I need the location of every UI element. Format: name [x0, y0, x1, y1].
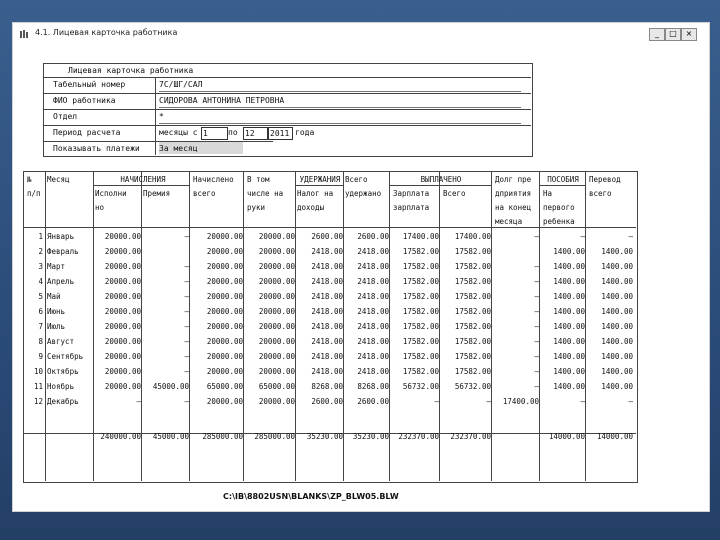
table-cell-z: 17582.00 — [402, 367, 439, 376]
header-debt: Долг пре дприятия на конец месяца — [495, 175, 532, 226]
show-payments-label: Показывать платежи — [53, 144, 140, 153]
table-cell-tr: 1400.00 — [601, 277, 633, 286]
table-total-a: 240000.00 — [100, 432, 141, 441]
table-cell-n: 10 — [33, 367, 43, 376]
table-cell-p: – — [184, 367, 189, 376]
table-cell-h: 20000.00 — [258, 352, 295, 361]
period-po-label: по — [228, 128, 238, 137]
table-cell-t: 20000.00 — [206, 232, 243, 241]
table-cell-tax: 2418.00 — [311, 262, 343, 271]
tab-number-field[interactable] — [159, 79, 521, 92]
table-cell-td: 2418.00 — [357, 262, 389, 271]
table-cell-d: – — [534, 322, 539, 331]
table-total-z: 232370.00 — [398, 432, 439, 441]
header-benefits: ПОСОБИЯ — [547, 175, 579, 184]
table-cell-pt: 17400.00 — [454, 232, 491, 241]
table-cell-t: 65000.00 — [206, 382, 243, 391]
tab-number-value: 7С/ШГ/САЛ — [159, 80, 203, 89]
table-cell-b: 1400.00 — [553, 322, 585, 331]
form-divider — [43, 109, 531, 110]
table-cell-tax: 2418.00 — [311, 322, 343, 331]
table-total-p: 45000.00 — [152, 432, 189, 441]
table-cell-tax: 2418.00 — [311, 277, 343, 286]
maximize-button[interactable]: □ — [665, 28, 681, 41]
table-cell-n: 5 — [38, 292, 43, 301]
table-cell-t: 20000.00 — [206, 292, 243, 301]
table-cell-z: – — [434, 397, 439, 406]
table-cell-pt: 17582.00 — [454, 277, 491, 286]
table-cell-td: 2600.00 — [357, 397, 389, 406]
table-total-h: 285000.00 — [254, 432, 295, 441]
table-cell-d: – — [534, 232, 539, 241]
table-cell-b: 1400.00 — [553, 247, 585, 256]
table-cell-pt: 17582.00 — [454, 292, 491, 301]
table-cell-h: 20000.00 — [258, 232, 295, 241]
table-cell-b: 1400.00 — [553, 307, 585, 316]
year-input[interactable]: 2011 — [268, 127, 293, 140]
table-cell-tr: 1400.00 — [601, 352, 633, 361]
header-deductions: УДЕРЖАНИЯ — [299, 175, 341, 184]
fio-label: ФИО работника — [53, 96, 116, 105]
table-cell-b: 1400.00 — [553, 337, 585, 346]
fio-value: СИДОРОВА АНТОНИНА ПЕТРОВНА — [159, 96, 285, 105]
table-cell-tax: 2600.00 — [311, 397, 343, 406]
table-cell-a: 20000.00 — [104, 382, 141, 391]
table-cell-t: 20000.00 — [206, 397, 243, 406]
period-to-input[interactable]: 12 — [243, 127, 268, 140]
table-cell-a: 20000.00 — [104, 277, 141, 286]
table-cell-pt: 17582.00 — [454, 307, 491, 316]
table-cell-n: 4 — [38, 277, 43, 286]
file-path-status: C:\IB\8802USN\BLANKS\ZP_BLW05.BLW — [223, 492, 399, 501]
table-cell-td: 2418.00 — [357, 247, 389, 256]
table-cell-b: 1400.00 — [553, 352, 585, 361]
table-cell-m: Декабрь — [47, 397, 79, 406]
table-cell-a: 20000.00 — [104, 322, 141, 331]
table-cell-p: 45000.00 — [152, 382, 189, 391]
table-cell-td: 2418.00 — [357, 322, 389, 331]
table-cell-tax: 2418.00 — [311, 337, 343, 346]
table-cell-h: 20000.00 — [258, 367, 295, 376]
period-from-input[interactable]: 1 — [201, 127, 228, 140]
header-total-deducted: Всего удержано — [345, 175, 382, 198]
table-cell-t: 20000.00 — [206, 247, 243, 256]
table-cell-tr: 1400.00 — [601, 382, 633, 391]
app-window — [12, 22, 710, 512]
table-cell-t: 20000.00 — [206, 322, 243, 331]
table-total-tax: 35230.00 — [306, 432, 343, 441]
header-month: Месяц — [47, 175, 70, 184]
table-cell-tr: – — [628, 232, 633, 241]
table-cell-td: 2418.00 — [357, 367, 389, 376]
table-cell-tr: 1400.00 — [601, 292, 633, 301]
table-cell-d: – — [534, 382, 539, 391]
table-cell-b: 1400.00 — [553, 292, 585, 301]
table-cell-n: 1 — [38, 232, 43, 241]
form-column-divider — [155, 77, 156, 155]
table-cell-tr: 1400.00 — [601, 307, 633, 316]
table-cell-m: Февраль — [47, 247, 79, 256]
table-cell-d: – — [534, 292, 539, 301]
table-cell-m: Июнь — [47, 307, 66, 316]
table-cell-z: 56732.00 — [402, 382, 439, 391]
header-accruals-main: Исполни но — [95, 189, 127, 212]
table-cell-t: 20000.00 — [206, 277, 243, 286]
table-cell-n: 12 — [33, 397, 43, 406]
table-cell-p: – — [184, 307, 189, 316]
table-cell-pt: – — [486, 397, 491, 406]
table-cell-a: 20000.00 — [104, 352, 141, 361]
year-suffix: года — [295, 128, 315, 137]
table-cell-n: 8 — [38, 337, 43, 346]
table-cell-p: – — [184, 337, 189, 346]
table-cell-td: 2418.00 — [357, 307, 389, 316]
form-heading: Лицевая карточка работника — [68, 66, 194, 75]
table-cell-p: – — [184, 277, 189, 286]
table-cell-pt: 17582.00 — [454, 262, 491, 271]
table-total-b: 14000.00 — [548, 432, 585, 441]
table-cell-d: – — [534, 352, 539, 361]
table-cell-tr: 1400.00 — [601, 322, 633, 331]
table-cell-m: Апрель — [47, 277, 75, 286]
table-cell-pt: 17582.00 — [454, 367, 491, 376]
table-cell-n: 9 — [38, 352, 43, 361]
table-cell-p: – — [184, 232, 189, 241]
table-cell-h: 65000.00 — [258, 382, 295, 391]
table-cell-b: 1400.00 — [553, 382, 585, 391]
table-cell-d: – — [534, 277, 539, 286]
period-label: Период расчета — [53, 128, 121, 137]
table-cell-z: 17582.00 — [402, 262, 439, 271]
period-prefix: месяцы с — [159, 128, 198, 137]
table-cell-h: 20000.00 — [258, 337, 295, 346]
table-cell-pt: 17582.00 — [454, 322, 491, 331]
header-first-child: На первого ребенка — [543, 189, 575, 226]
header-total-accrued: Начислено всего — [193, 175, 234, 198]
table-cell-td: 2418.00 — [357, 277, 389, 286]
table-cell-tax: 2418.00 — [311, 292, 343, 301]
table-cell-h: 20000.00 — [258, 277, 295, 286]
table-cell-z: 17582.00 — [402, 352, 439, 361]
table-cell-tr: – — [628, 397, 633, 406]
table-cell-tax: 2418.00 — [311, 367, 343, 376]
header-accruals: НАЧИСЛЕНИЯ — [120, 175, 166, 184]
table-cell-pt: 17582.00 — [454, 337, 491, 346]
header-num: № п/п — [27, 175, 41, 198]
table-cell-a: 20000.00 — [104, 367, 141, 376]
table-cell-tax: 2418.00 — [311, 352, 343, 361]
table-cell-td: 2418.00 — [357, 352, 389, 361]
header-paid-salary: Зарплата зарплата — [393, 189, 430, 212]
table-cell-tax: 2418.00 — [311, 247, 343, 256]
app-icon — [19, 29, 29, 39]
table-cell-a: – — [136, 397, 141, 406]
table-cell-b: 1400.00 — [553, 277, 585, 286]
table-cell-z: 17400.00 — [402, 232, 439, 241]
table-cell-m: Май — [47, 292, 61, 301]
table-cell-t: 20000.00 — [206, 367, 243, 376]
table-cell-d: – — [534, 367, 539, 376]
header-transfer: Перевод всего — [589, 175, 621, 198]
table-cell-h: 20000.00 — [258, 397, 295, 406]
table-cell-b: 1400.00 — [553, 367, 585, 376]
header-accruals-bonus: Премия — [143, 189, 171, 198]
table-cell-m: Март — [47, 262, 66, 271]
dept-field[interactable] — [159, 111, 521, 124]
table-cell-m: Ноябрь — [47, 382, 75, 391]
table-cell-td: 2418.00 — [357, 337, 389, 346]
table-cell-m: Январь — [47, 232, 75, 241]
table-cell-n: 11 — [33, 382, 43, 391]
header-in-hand: В том числе на руки — [247, 175, 284, 212]
table-cell-b: 1400.00 — [553, 262, 585, 271]
table-cell-z: 17582.00 — [402, 322, 439, 331]
table-cell-m: Октябрь — [47, 367, 79, 376]
table-cell-m: Сентябрь — [47, 352, 84, 361]
table-cell-h: 20000.00 — [258, 292, 295, 301]
table-cell-t: 20000.00 — [206, 352, 243, 361]
table-cell-z: 17582.00 — [402, 307, 439, 316]
table-cell-n: 3 — [38, 262, 43, 271]
table-cell-d: 17400.00 — [502, 397, 539, 406]
table-cell-p: – — [184, 262, 189, 271]
table-cell-a: 20000.00 — [104, 247, 141, 256]
form-divider — [43, 93, 531, 94]
tab-number-label: Табельный номер — [53, 80, 126, 89]
table-cell-pt: 56732.00 — [454, 382, 491, 391]
header-paid: ВЫПЛАЧЕНО — [420, 175, 462, 184]
table-cell-a: 20000.00 — [104, 307, 141, 316]
table-cell-h: 20000.00 — [258, 262, 295, 271]
table-cell-tax: 2418.00 — [311, 307, 343, 316]
table-cell-z: 17582.00 — [402, 292, 439, 301]
dept-label: Отдел — [53, 112, 78, 121]
table-cell-d: – — [534, 262, 539, 271]
table-cell-z: 17582.00 — [402, 277, 439, 286]
table-cell-n: 7 — [38, 322, 43, 331]
table-cell-tax: 2600.00 — [311, 232, 343, 241]
table-cell-td: 2418.00 — [357, 292, 389, 301]
table-cell-d: – — [534, 307, 539, 316]
table-cell-t: 20000.00 — [206, 337, 243, 346]
table-cell-h: 20000.00 — [258, 307, 295, 316]
table-cell-pt: 17582.00 — [454, 247, 491, 256]
table-cell-pt: 17582.00 — [454, 352, 491, 361]
close-button[interactable]: × — [681, 28, 697, 41]
table-cell-n: 6 — [38, 307, 43, 316]
minimize-button[interactable]: _ — [649, 28, 665, 41]
table-cell-z: 17582.00 — [402, 247, 439, 256]
header-paid-total: Всего — [443, 189, 466, 198]
table-cell-z: 17582.00 — [402, 337, 439, 346]
table-total-td: 35230.00 — [352, 432, 389, 441]
table-cell-a: 20000.00 — [104, 292, 141, 301]
table-cell-t: 20000.00 — [206, 307, 243, 316]
table-cell-td: 2600.00 — [357, 232, 389, 241]
table-cell-p: – — [184, 292, 189, 301]
table-cell-b: – — [580, 397, 585, 406]
title-bar — [13, 23, 709, 45]
show-payments-value: За месяц — [159, 144, 198, 153]
table-cell-h: 20000.00 — [258, 322, 295, 331]
table-cell-n: 2 — [38, 247, 43, 256]
dept-value: * — [159, 112, 164, 121]
table-total-tr: 14000.00 — [596, 432, 633, 441]
table-cell-d: – — [534, 337, 539, 346]
table-cell-td: 8268.00 — [357, 382, 389, 391]
table-cell-h: 20000.00 — [258, 247, 295, 256]
table-cell-p: – — [184, 397, 189, 406]
table-cell-a: 20000.00 — [104, 262, 141, 271]
table-cell-tr: 1400.00 — [601, 247, 633, 256]
table-cell-tr: 1400.00 — [601, 367, 633, 376]
table-cell-m: Июль — [47, 322, 66, 331]
table-cell-p: – — [184, 352, 189, 361]
table-cell-b: – — [580, 232, 585, 241]
table-cell-p: – — [184, 322, 189, 331]
table-cell-tax: 8268.00 — [311, 382, 343, 391]
table-cell-a: 20000.00 — [104, 232, 141, 241]
table-total-t: 285000.00 — [202, 432, 243, 441]
table-cell-t: 20000.00 — [206, 262, 243, 271]
window-title: 4.1. Лицевая карточка работника — [35, 28, 178, 37]
table-cell-a: 20000.00 — [104, 337, 141, 346]
table-cell-m: Август — [47, 337, 75, 346]
table-cell-tr: 1400.00 — [601, 262, 633, 271]
table-total-pt: 232370.00 — [450, 432, 491, 441]
table-cell-tr: 1400.00 — [601, 337, 633, 346]
header-income-tax: Налог на доходы — [297, 189, 334, 212]
